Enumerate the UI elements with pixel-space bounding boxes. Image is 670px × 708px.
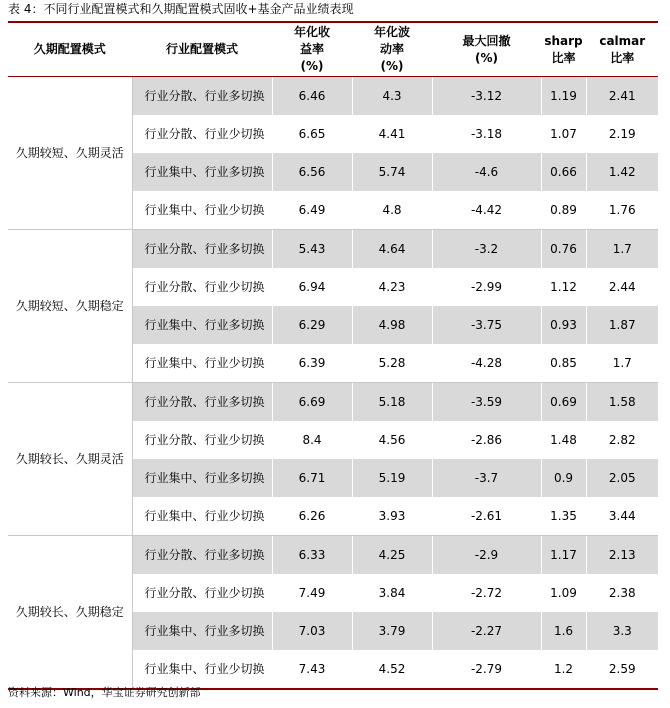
cell-annual-volatility: 5.28 — [352, 344, 432, 383]
cell-sharp-ratio: 0.85 — [541, 344, 586, 383]
cell-annual-return: 6.33 — [272, 536, 352, 575]
cell-annual-volatility: 3.93 — [352, 497, 432, 536]
cell-calmar-ratio: 2.19 — [586, 115, 658, 153]
cell-annual-volatility: 4.64 — [352, 230, 432, 269]
cell-max-drawdown: -2.27 — [432, 612, 541, 650]
cell-sharp-ratio: 1.07 — [541, 115, 586, 153]
cell-annual-return: 6.56 — [272, 153, 352, 191]
cell-annual-return: 6.46 — [272, 77, 352, 116]
table-row — [8, 77, 658, 116]
cell-industry-mode: 行业分散、行业多切换 — [132, 536, 272, 575]
cell-sharp-ratio: 1.48 — [541, 421, 586, 459]
cell-annual-volatility: 4.23 — [352, 268, 432, 306]
cell-annual-return: 8.4 — [272, 421, 352, 459]
header-annual-volatility: 年化波动率(%) — [352, 22, 432, 77]
cell-annual-return: 5.43 — [272, 230, 352, 269]
cell-industry-mode: 行业分散、行业少切换 — [132, 421, 272, 459]
cell-industry-mode: 行业分散、行业少切换 — [132, 574, 272, 612]
cell-industry-mode: 行业集中、行业多切换 — [132, 612, 272, 650]
cell-max-drawdown: -2.9 — [432, 536, 541, 575]
cell-annual-volatility: 3.79 — [352, 612, 432, 650]
header-sharp-ratio: sharp 比率 — [541, 22, 586, 77]
cell-sharp-ratio: 0.93 — [541, 306, 586, 344]
cell-sharp-ratio: 1.17 — [541, 536, 586, 575]
cell-annual-volatility: 4.3 — [352, 77, 432, 116]
cell-sharp-ratio: 1.2 — [541, 650, 586, 689]
table-row — [8, 230, 658, 269]
cell-annual-return: 6.69 — [272, 383, 352, 422]
cell-annual-volatility: 5.18 — [352, 383, 432, 422]
header-industry-mode: 行业配置模式 — [132, 22, 272, 77]
cell-max-drawdown: -4.6 — [432, 153, 541, 191]
cell-annual-volatility: 4.8 — [352, 191, 432, 230]
cell-annual-return: 6.26 — [272, 497, 352, 536]
cell-max-drawdown: -2.79 — [432, 650, 541, 689]
cell-annual-volatility: 5.19 — [352, 459, 432, 497]
cell-industry-mode: 行业集中、行业少切换 — [132, 497, 272, 536]
cell-annual-volatility: 4.98 — [352, 306, 432, 344]
cell-industry-mode: 行业分散、行业多切换 — [132, 230, 272, 269]
duration-group-label: 久期较长、久期稳定 — [8, 536, 132, 690]
cell-max-drawdown: -3.7 — [432, 459, 541, 497]
header-row — [8, 22, 658, 77]
cell-sharp-ratio: 1.19 — [541, 77, 586, 116]
cell-industry-mode: 行业分散、行业少切换 — [132, 268, 272, 306]
cell-annual-return: 7.49 — [272, 574, 352, 612]
cell-sharp-ratio: 0.69 — [541, 383, 586, 422]
cell-max-drawdown: -2.72 — [432, 574, 541, 612]
cell-calmar-ratio: 1.87 — [586, 306, 658, 344]
cell-max-drawdown: -3.18 — [432, 115, 541, 153]
duration-group-label: 久期较长、久期灵活 — [8, 383, 132, 536]
cell-calmar-ratio: 2.82 — [586, 421, 658, 459]
header-calmar-ratio: calmar 比率 — [586, 22, 658, 77]
table-body — [8, 77, 658, 690]
cell-annual-return: 6.65 — [272, 115, 352, 153]
cell-industry-mode: 行业集中、行业少切换 — [132, 650, 272, 689]
cell-max-drawdown: -3.75 — [432, 306, 541, 344]
cell-calmar-ratio: 3.44 — [586, 497, 658, 536]
cell-calmar-ratio: 2.05 — [586, 459, 658, 497]
cell-sharp-ratio: 0.66 — [541, 153, 586, 191]
cell-industry-mode: 行业集中、行业多切换 — [132, 153, 272, 191]
cell-max-drawdown: -3.12 — [432, 77, 541, 116]
cell-annual-volatility: 4.25 — [352, 536, 432, 575]
cell-calmar-ratio: 2.41 — [586, 77, 658, 116]
cell-sharp-ratio: 0.89 — [541, 191, 586, 230]
cell-calmar-ratio: 1.76 — [586, 191, 658, 230]
cell-calmar-ratio: 2.59 — [586, 650, 658, 689]
cell-industry-mode: 行业分散、行业多切换 — [132, 77, 272, 116]
cell-annual-volatility: 4.41 — [352, 115, 432, 153]
cell-annual-return: 6.94 — [272, 268, 352, 306]
header-annual-return: 年化收益率(%) — [272, 22, 352, 77]
cell-annual-return: 6.49 — [272, 191, 352, 230]
cell-max-drawdown: -4.42 — [432, 191, 541, 230]
cell-calmar-ratio: 1.58 — [586, 383, 658, 422]
cell-annual-return: 7.03 — [272, 612, 352, 650]
cell-max-drawdown: -3.59 — [432, 383, 541, 422]
table-caption: 表 4：不同行业配置模式和久期配置模式固收+基金产品业绩表现 — [8, 2, 354, 16]
header-duration-mode: 久期配置模式 — [8, 22, 132, 77]
table-row — [8, 383, 658, 422]
cell-sharp-ratio: 1.6 — [541, 612, 586, 650]
cell-calmar-ratio: 1.7 — [586, 344, 658, 383]
cell-annual-volatility: 5.74 — [352, 153, 432, 191]
cell-industry-mode: 行业分散、行业少切换 — [132, 115, 272, 153]
cell-annual-return: 6.29 — [272, 306, 352, 344]
cell-sharp-ratio: 1.35 — [541, 497, 586, 536]
cell-industry-mode: 行业集中、行业少切换 — [132, 191, 272, 230]
cell-sharp-ratio: 0.76 — [541, 230, 586, 269]
cell-annual-volatility: 3.84 — [352, 574, 432, 612]
cell-max-drawdown: -2.99 — [432, 268, 541, 306]
cell-max-drawdown: -3.2 — [432, 230, 541, 269]
duration-group-label: 久期较短、久期灵活 — [8, 77, 132, 230]
cell-annual-return: 6.39 — [272, 344, 352, 383]
cell-industry-mode: 行业集中、行业少切换 — [132, 344, 272, 383]
cell-annual-return: 6.71 — [272, 459, 352, 497]
performance-table — [8, 21, 658, 690]
cell-calmar-ratio: 2.13 — [586, 536, 658, 575]
cell-calmar-ratio: 2.44 — [586, 268, 658, 306]
cell-annual-volatility: 4.56 — [352, 421, 432, 459]
cell-calmar-ratio: 1.7 — [586, 230, 658, 269]
cell-calmar-ratio: 3.3 — [586, 612, 658, 650]
header-max-drawdown: 最大回撤(%) — [432, 22, 541, 77]
table-row — [8, 536, 658, 575]
cell-max-drawdown: -2.86 — [432, 421, 541, 459]
cell-sharp-ratio: 1.12 — [541, 268, 586, 306]
cell-annual-volatility: 4.52 — [352, 650, 432, 689]
cell-industry-mode: 行业集中、行业多切换 — [132, 306, 272, 344]
cell-industry-mode: 行业分散、行业多切换 — [132, 383, 272, 422]
cell-calmar-ratio: 2.38 — [586, 574, 658, 612]
source-note: 资料来源：Wind，华宝证券研究创新部 — [8, 686, 201, 699]
cell-sharp-ratio: 0.9 — [541, 459, 586, 497]
cell-calmar-ratio: 1.42 — [586, 153, 658, 191]
duration-group-label: 久期较短、久期稳定 — [8, 230, 132, 383]
cell-max-drawdown: -4.28 — [432, 344, 541, 383]
cell-annual-return: 7.43 — [272, 650, 352, 689]
cell-industry-mode: 行业集中、行业多切换 — [132, 459, 272, 497]
cell-sharp-ratio: 1.09 — [541, 574, 586, 612]
cell-max-drawdown: -2.61 — [432, 497, 541, 536]
